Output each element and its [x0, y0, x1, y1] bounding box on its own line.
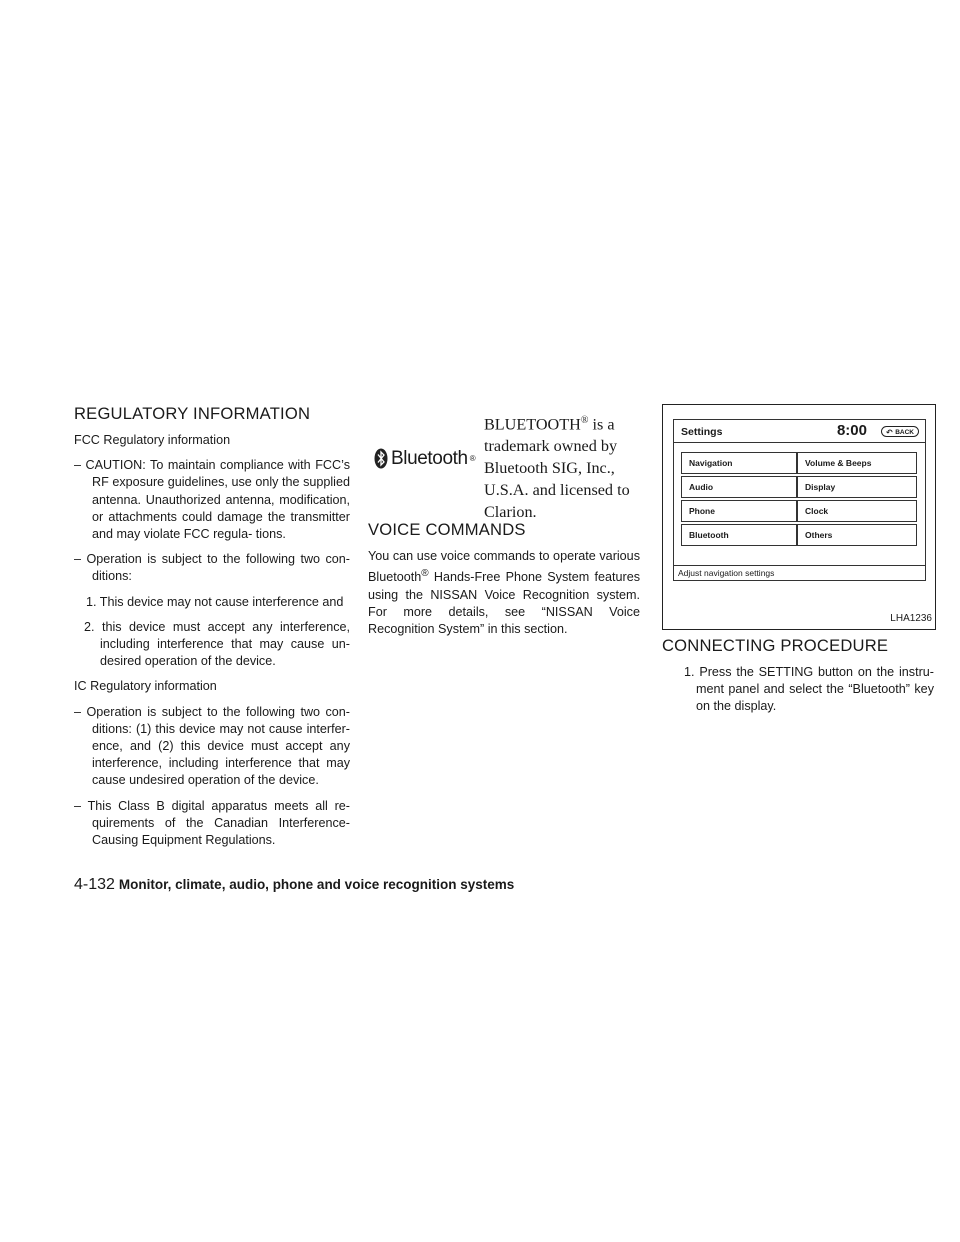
connecting-heading: CONNECTING PROCEDURE: [662, 636, 889, 655]
screen-clock: 8:00: [836, 422, 867, 439]
screen-status-bar: Adjust navigation settings: [674, 565, 925, 580]
ic-operation: – Operation is subject to the following two con- ditions: (1) this device may not cause interfer- ence, and (2) this device must accept any interference, including interference that may cause undesired operation of the device.: [74, 704, 350, 788]
screen-header: [674, 420, 925, 443]
voice-body: [368, 548, 640, 638]
settings-screen-figure: [662, 404, 936, 630]
bluetooth-logo: [374, 448, 475, 469]
bluetooth-logo-text: Bluetooth: [391, 447, 468, 469]
clock-button[interactable]: Clock: [797, 500, 917, 522]
back-arrow-icon: ↶: [886, 428, 893, 437]
ic-title: IC Regulatory information: [74, 679, 217, 694]
fcc-item-2: 2. this device must accept any interference, including interference that may cause un- desired operation of the device.: [84, 619, 350, 669]
voice-body-reg: ®: [421, 568, 429, 580]
voice-body-b: Hands-Free Phone System features using the NISSAN Voice Recognition system. For more details, see “NISSAN Voice Recognition System” in this section.: [368, 570, 640, 636]
bluetooth-trademark-block: [368, 404, 640, 522]
regulatory-heading: REGULATORY INFORMATION: [74, 404, 311, 423]
voice-column: [368, 404, 640, 646]
chapter-title: Monitor, climate, audio, phone and voice recognition systems: [118, 877, 515, 892]
fcc-caution: – CAUTION: To maintain compliance with FCC’s RF exposure guidelines, use only the supplied antenna. Unauthorized antenna, modification, or attachments could damage the transmitter and may violate FCC regula- tions.: [74, 458, 350, 542]
figure-code: LHA1236: [890, 612, 932, 624]
back-label: BACK: [895, 429, 914, 436]
fcc-item-1: 1. This device may not cause interference and: [86, 594, 344, 609]
regulatory-column: [74, 404, 350, 857]
tm-reg: ®: [580, 415, 589, 426]
voice-body-a: You can use voice commands to operate various Bluetooth: [368, 549, 640, 585]
navigation-button[interactable]: Navigation: [681, 452, 797, 474]
display-button[interactable]: Display: [797, 476, 917, 498]
ic-class-b: – This Class B digital apparatus meets all re- quirements of the Canadian Interference- Causing Equipment Regulations.: [74, 798, 350, 848]
bluetooth-trademark-text: [484, 410, 634, 523]
tm-rest: is a trademark owned by Bluetooth SIG, Inc., U.S.A. and licensed to Clarion.: [484, 415, 630, 522]
page-number: 4-132: [74, 876, 115, 893]
others-button[interactable]: Others: [797, 524, 917, 546]
bluetooth-logo-reg: ®: [469, 453, 476, 463]
audio-button[interactable]: Audio: [681, 476, 797, 498]
screen-title: Settings: [681, 426, 723, 438]
volume-beeps-button[interactable]: Volume & Beeps: [797, 452, 917, 474]
voice-heading: VOICE COMMANDS: [368, 520, 526, 539]
bluetooth-button[interactable]: Bluetooth: [681, 524, 797, 546]
fcc-title: FCC Regulatory information: [74, 433, 231, 447]
page-footer: [74, 876, 514, 894]
settings-screen: [673, 419, 926, 581]
tm-word: BLUETOOTH: [484, 415, 581, 434]
fcc-operation: – Operation is subject to the following two con- ditions:: [74, 552, 350, 584]
connecting-step-1: 1. Press the SETTING button on the instru- ment panel and select the “Bluetooth” key on the display.: [684, 665, 934, 714]
bluetooth-rune-icon: [374, 448, 388, 469]
connecting-column: [662, 404, 934, 724]
back-button[interactable]: [881, 426, 919, 437]
phone-button[interactable]: Phone: [681, 500, 797, 522]
